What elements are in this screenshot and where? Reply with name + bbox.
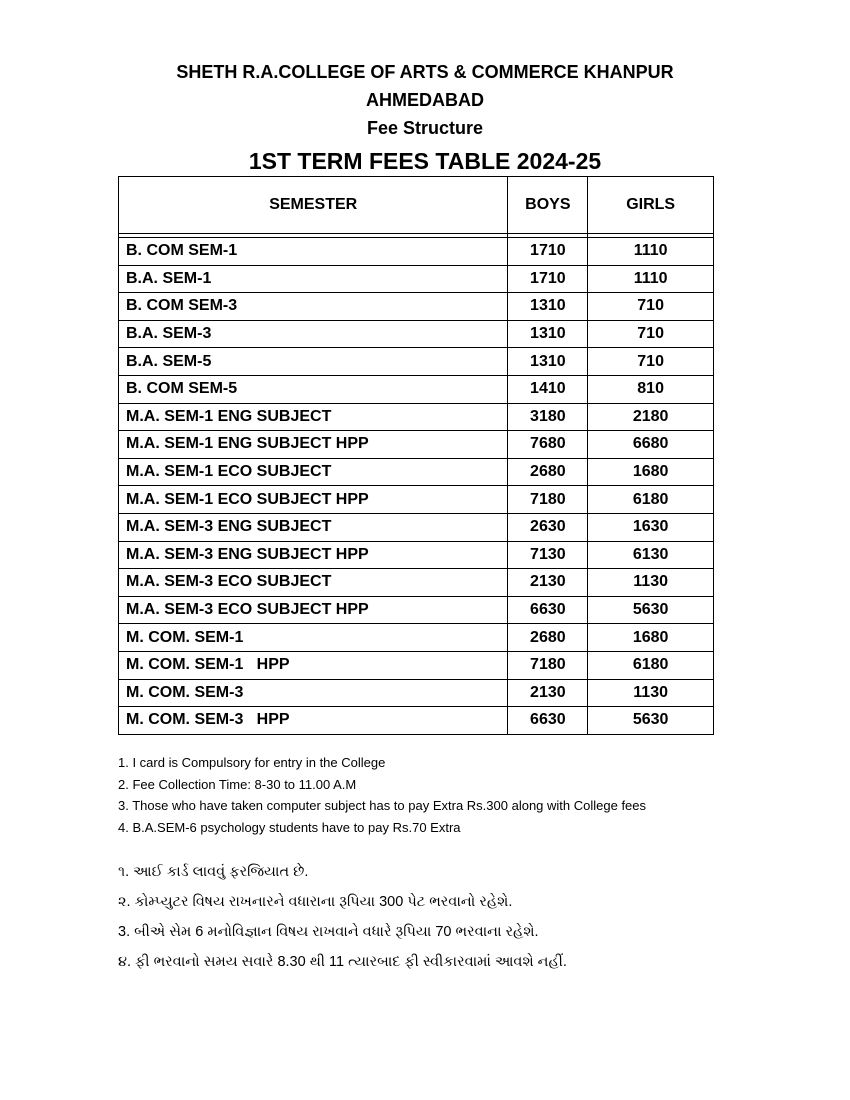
girls-fee-cell: 1110 <box>588 265 714 293</box>
girls-fee-cell: 710 <box>588 293 714 321</box>
table-row <box>119 238 714 266</box>
boys-fee-cell: 2630 <box>508 513 588 541</box>
note-en-4: 4. B.A.SEM-6 psychology students have to pay Rs.70 Extra <box>118 819 461 835</box>
college-name-line1: SHETH R.A.COLLEGE OF ARTS & COMMERCE KHANPUR <box>176 62 674 82</box>
college-name-line2: AHMEDABAD <box>366 90 484 110</box>
college-header <box>0 58 850 142</box>
boys-fee-cell: 2130 <box>508 569 588 597</box>
semester-cell: B. COM SEM-3 <box>119 293 508 321</box>
document-subtitle: Fee Structure <box>366 118 484 138</box>
note-gu-1: ૧. આઈ કાર્ડ લાવવું ફરજિયાત છે. <box>118 864 309 880</box>
girls-fee-cell: 5630 <box>588 707 714 735</box>
note-gu-2: ૨. કોમ્પ્યુટર વિષય રાખનારને વધારાના રૂપિયા 300 પેટ ભરવાનો રહેશે. <box>118 894 513 910</box>
table-header-row <box>119 177 714 234</box>
gujarati-notes <box>118 857 567 977</box>
girls-fee-cell: 6180 <box>588 651 714 679</box>
semester-cell: B.A. SEM-5 <box>119 348 508 376</box>
girls-fee-cell: 810 <box>588 375 714 403</box>
table-title: 1ST TERM FEES TABLE 2024-25 <box>248 148 602 174</box>
table-row <box>119 707 714 735</box>
note-en-1: 1. I card is Compulsory for entry in the College <box>118 755 386 770</box>
semester-cell: M.A. SEM-3 ECO SUBJECT <box>119 569 508 597</box>
girls-fee-cell: 1130 <box>588 679 714 707</box>
semester-cell: B. COM SEM-1 <box>119 238 508 266</box>
semester-cell: B. COM SEM-5 <box>119 375 508 403</box>
table-row <box>119 431 714 459</box>
note-gu-4: ૪. ફી ભરવાનો સમય સવારે 8.30 થી 11 ત્યારબાદ ફી સ્વીકારવામાં આવશે નહીં. <box>118 954 567 970</box>
boys-fee-cell: 1710 <box>508 265 588 293</box>
table-row <box>119 651 714 679</box>
fees-table-body <box>119 234 714 735</box>
note-en-2: 2. Fee Collection Time: 8-30 to 11.00 A.M <box>118 776 357 792</box>
boys-fee-cell: 1310 <box>508 293 588 321</box>
column-header-girls: GIRLS <box>588 177 714 234</box>
girls-fee-cell: 6180 <box>588 486 714 514</box>
girls-fee-cell: 6680 <box>588 431 714 459</box>
girls-fee-cell: 1680 <box>588 624 714 652</box>
boys-fee-cell: 1310 <box>508 348 588 376</box>
table-row <box>119 265 714 293</box>
semester-cell: M.A. SEM-3 ENG SUBJECT HPP <box>119 541 508 569</box>
boys-fee-cell: 2130 <box>508 679 588 707</box>
boys-fee-cell: 2680 <box>508 624 588 652</box>
boys-fee-cell: 1310 <box>508 320 588 348</box>
semester-cell: M. COM. SEM-1 HPP <box>119 651 508 679</box>
semester-cell: B.A. SEM-3 <box>119 320 508 348</box>
table-row <box>119 679 714 707</box>
semester-cell: B.A. SEM-1 <box>119 265 508 293</box>
table-row <box>119 624 714 652</box>
girls-fee-cell: 2180 <box>588 403 714 431</box>
girls-fee-cell: 1110 <box>588 238 714 266</box>
girls-fee-cell: 5630 <box>588 596 714 624</box>
girls-fee-cell: 710 <box>588 320 714 348</box>
table-row <box>119 458 714 486</box>
table-row <box>119 513 714 541</box>
boys-fee-cell: 6630 <box>508 707 588 735</box>
table-row <box>119 596 714 624</box>
boys-fee-cell: 3180 <box>508 403 588 431</box>
semester-cell: M.A. SEM-3 ECO SUBJECT HPP <box>119 596 508 624</box>
girls-fee-cell: 1130 <box>588 569 714 597</box>
note-en-3: 3. Those who have taken computer subject has to pay Extra Rs.300 along with College fees <box>118 798 647 813</box>
boys-fee-cell: 1710 <box>508 238 588 266</box>
table-row <box>119 348 714 376</box>
table-row <box>119 569 714 597</box>
note-gu-3: 3. બીએ સેમ 6 મનોવિજ્ઞાન વિષય રાખવાને વધારે રૂપિયા 70 ભરવાના રહેશે. <box>118 924 539 940</box>
boys-fee-cell: 7680 <box>508 431 588 459</box>
semester-cell: M.A. SEM-1 ECO SUBJECT <box>119 458 508 486</box>
table-row <box>119 375 714 403</box>
table-row <box>119 403 714 431</box>
semester-cell: M.A. SEM-1 ENG SUBJECT <box>119 403 508 431</box>
girls-fee-cell: 1630 <box>588 513 714 541</box>
table-row <box>119 486 714 514</box>
semester-cell: M.A. SEM-3 ENG SUBJECT <box>119 513 508 541</box>
semester-cell: M.A. SEM-1 ECO SUBJECT HPP <box>119 486 508 514</box>
english-notes <box>118 752 646 838</box>
semester-cell: M. COM. SEM-1 <box>119 624 508 652</box>
boys-fee-cell: 7180 <box>508 486 588 514</box>
fees-table <box>118 176 714 735</box>
semester-cell: M. COM. SEM-3 <box>119 679 508 707</box>
column-header-semester: SEMESTER <box>119 177 508 234</box>
boys-fee-cell: 2680 <box>508 458 588 486</box>
boys-fee-cell: 1410 <box>508 375 588 403</box>
semester-cell: M. COM. SEM-3 HPP <box>119 707 508 735</box>
girls-fee-cell: 710 <box>588 348 714 376</box>
table-row <box>119 541 714 569</box>
table-row <box>119 320 714 348</box>
column-header-boys: BOYS <box>508 177 588 234</box>
girls-fee-cell: 1680 <box>588 458 714 486</box>
boys-fee-cell: 6630 <box>508 596 588 624</box>
girls-fee-cell: 6130 <box>588 541 714 569</box>
boys-fee-cell: 7130 <box>508 541 588 569</box>
semester-cell: M.A. SEM-1 ENG SUBJECT HPP <box>119 431 508 459</box>
boys-fee-cell: 7180 <box>508 651 588 679</box>
table-row <box>119 293 714 321</box>
